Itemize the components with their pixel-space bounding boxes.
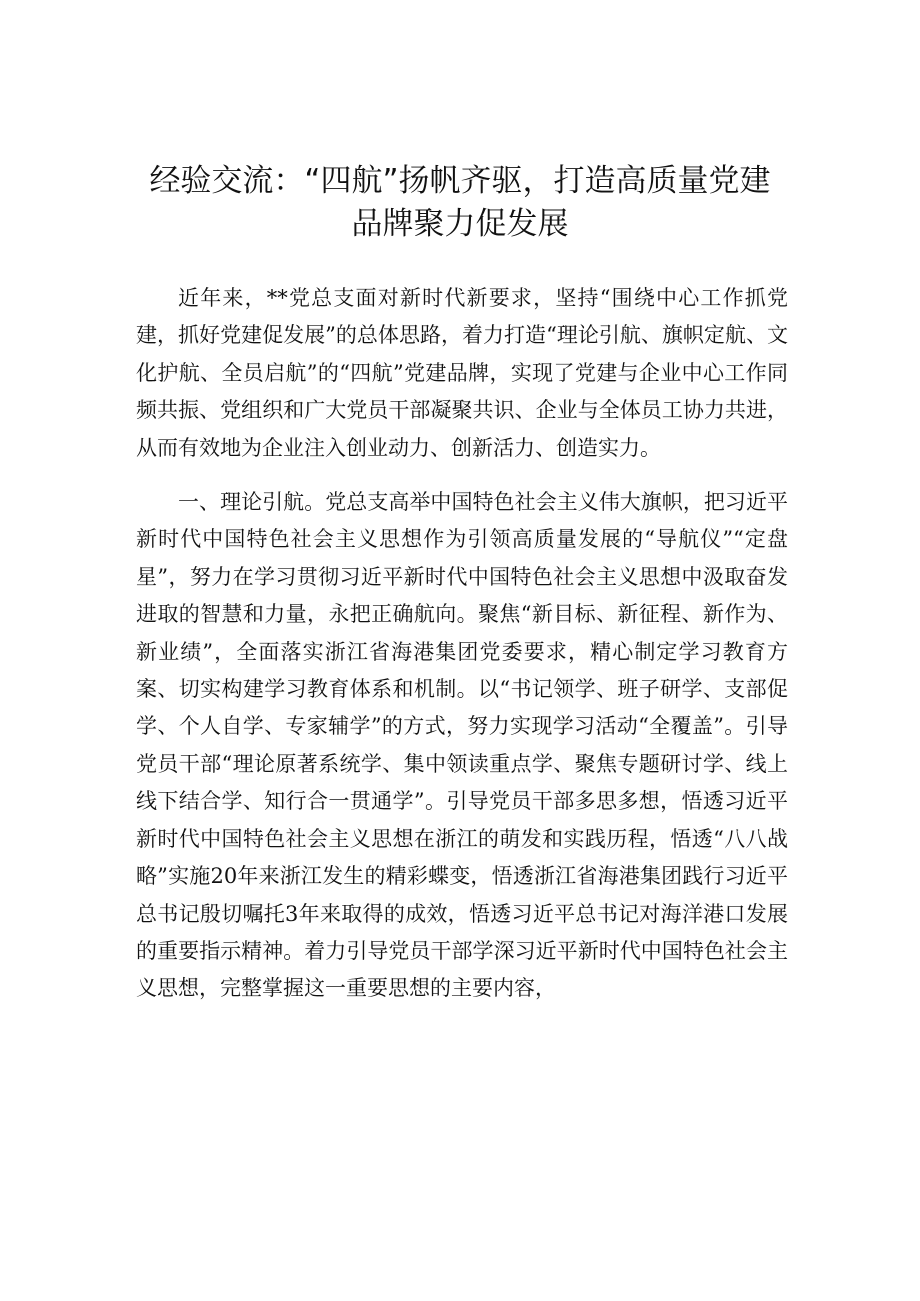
document-title [100,160,820,246]
title-line-1: 经验交流：“四航”扬帆齐驱，打造高质量党建 [149,163,771,199]
paragraph-theory-guidance: 一、理论引航。党总支高举中国特色社会主义伟大旗帜，把习近平新时代中国特色社会主义思想作为引领高质量发展的“导航仪”“定盘星”，努力在学习贯彻习近平新时代中国特色社会主义思想中汲取奋发进取的智慧和力量，永把正确航向。聚焦“新目标、新征程、新作为、新业绩”，全面落实浙江省海港集团党委要求，精心制定学习教育方案、切实构建学习教育体系和机制。以“书记领学、班子研学、支部促学、个人自学、专家辅学”的方式，努力实现学习活动“全覆盖”。引导党员干部“理论原著系统学、集中领读重点学、聚焦专题研讨学、线上线下结合学、知行合一贯通学”。引导党员干部多思多想，悟透习近平新时代中国特色社会主义思想在浙江的萌发和实践历程，悟透“八八战略”实施20年来浙江发生的精彩蝶变，悟透浙江省海港集团践行习近平总书记殷切嘱托3年来取得的成效，悟透习近平总书记对海洋港口发展的重要指示精神。着力引导党员干部学深习近平新时代中国特色社会主义思想，完整掌握这一重要思想的主要内容， [136,490,788,1001]
document-body [136,280,788,1008]
title-line-2: 品牌聚力促发展 [351,206,569,242]
paragraph-intro: 近年来，**党总支面对新时代新要求，坚持“围绕中心工作抓党建，抓好党建促发展”的总体思路，着力打造“理论引航、旗帜定航、文化护航、全员启航”的“四航”党建品牌，实现了党建与企业中心工作同频共振、党组织和广大党员干部凝聚共识、企业与全体员工协力共进，从而有效地为企业注入创业动力、创新活力、创造实力。 [136,286,788,460]
